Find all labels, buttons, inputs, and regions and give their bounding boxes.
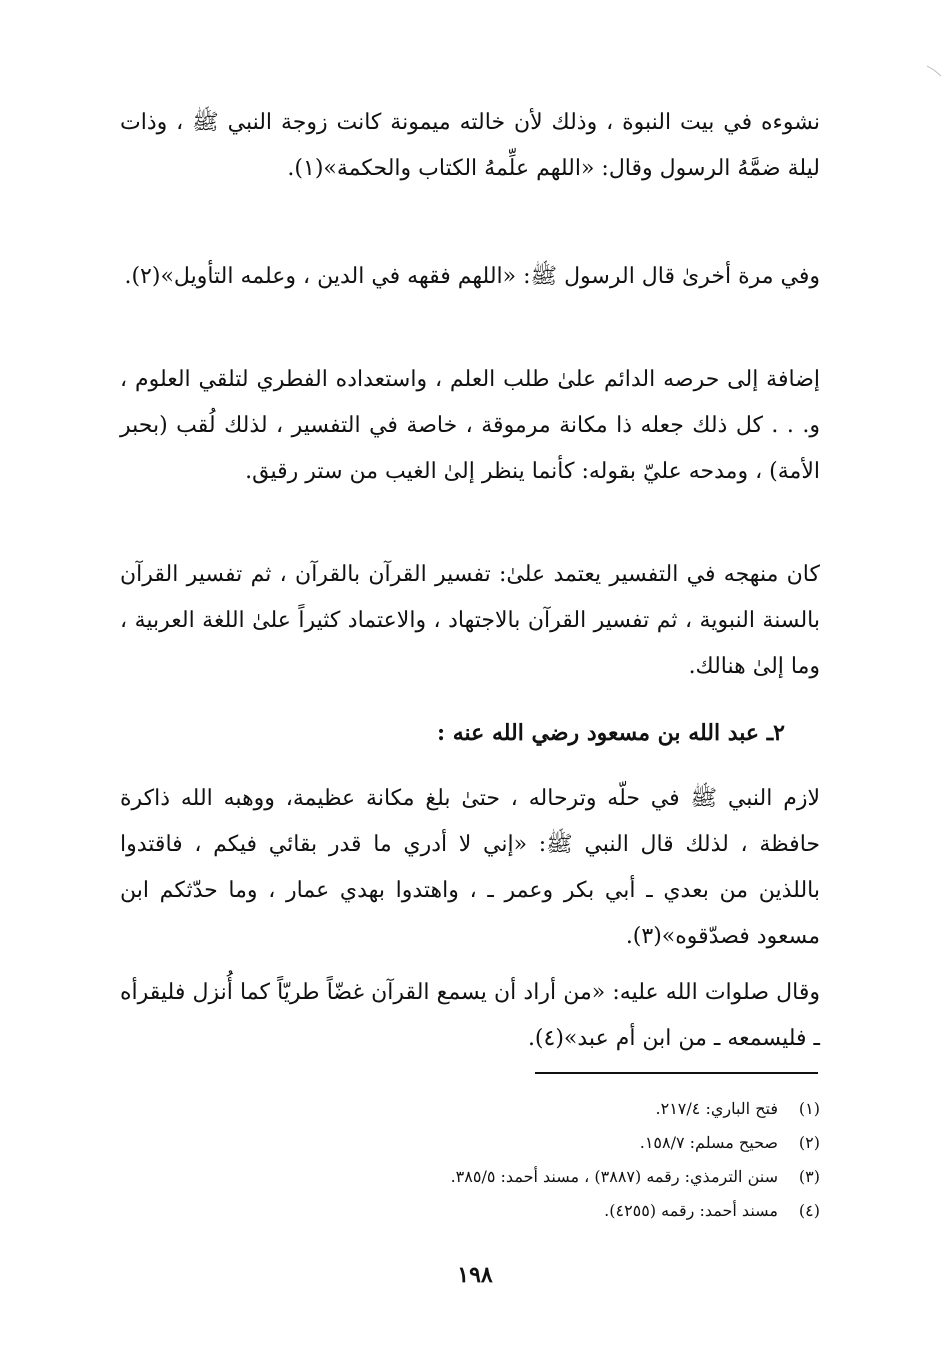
footnote-separator: [535, 1072, 818, 1074]
paragraph-5: لازم النبي ﷺ في حلّه وترحاله ، حتىٰ بلغ مكانة عظيمة، ووهبه الله ذاكرة حافظة ، لذلك قال النبي ﷺ: «إني لا أدري ما قدر بقائي فيكم ، فاقتدوا باللذين من بعدي ـ أبي بكر وعمر ـ ، واهتدوا بهدي عمار ، وما حدّثكم ابن مسعود فصدّقوه»(٣).: [120, 786, 820, 949]
footnotes-list: [120, 1092, 820, 1228]
paragraph-6: وقال صلوات الله عليه: «من أراد أن يسمع القرآن غضّاً طريّاً كما أُنزل فليقرأه ـ فليسمعه ـ من ابن أم عبد»(٤).: [120, 980, 820, 1051]
section-heading: ٢ـ عبد الله بن مسعود رضي الله عنه :: [436, 720, 785, 746]
footnote-number: (٣): [798, 1167, 820, 1186]
footnote-item: [120, 1194, 820, 1228]
footnote-item: [120, 1126, 820, 1160]
footnote-text: مسند أحمد: رقمه (٤٢٥٥).: [604, 1201, 778, 1220]
scan-mark-icon: [926, 64, 942, 78]
footnote-text: سنن الترمذي: رقمه (٣٨٨٧) ، مسند أحمد: ٣٨٥/٥.: [450, 1167, 778, 1186]
page-number: ١٩٨: [457, 1262, 493, 1288]
footnote-text: فتح الباري: ٢١٧/٤.: [655, 1099, 778, 1118]
footnote-text: صحيح مسلم: ١٥٨/٧.: [639, 1133, 778, 1152]
paragraph-2: وفي مرة أخرىٰ قال الرسول ﷺ: «اللهم فقهه في الدين ، وعلمه التأويل»(٢).: [124, 264, 820, 289]
footnote-item: [120, 1160, 820, 1194]
footnote-number: (٤): [798, 1201, 820, 1220]
footnote-number: (٢): [798, 1133, 820, 1152]
paragraph-4: كان منهجه في التفسير يعتمد علىٰ: تفسير القرآن بالقرآن ، ثم تفسير القرآن بالسنة النبوية ، ثم تفسير القرآن بالاجتهاد ، والاعتماد كثيراً علىٰ اللغة العربية ، وما إلىٰ هنالك.: [120, 562, 820, 679]
footnote-number: (١): [798, 1099, 820, 1118]
footnote-item: [120, 1092, 820, 1126]
paragraph-3: إضافة إلى حرصه الدائم علىٰ طلب العلم ، واستعداده الفطري لتلقي العلوم ، و. . . كل ذلك جعله ذا مكانة مرموقة ، خاصة في التفسير ، لذلك لُقب (بحبر الأمة) ، ومدحه عليّ بقوله: كأنما ينظر إلىٰ الغيب من ستر رقيق.: [120, 367, 820, 484]
paragraph-1: نشوءه في بيت النبوة ، وذلك لأن خالته ميمونة كانت زوجة النبي ﷺ ، وذات ليلة ضمَّهُ الرسول وقال: «اللهم علِّمهُ الكتاب والحكمة»(١).: [120, 110, 820, 181]
